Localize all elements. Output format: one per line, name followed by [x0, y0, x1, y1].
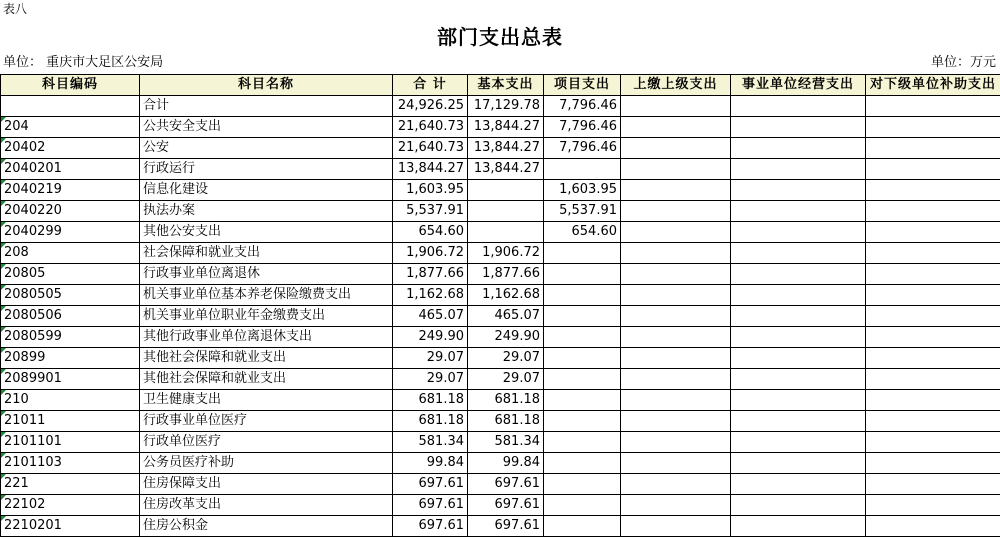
table-row	[1, 159, 1000, 180]
cell-project[interactable]	[544, 348, 621, 369]
cell-name[interactable]: 住房改革支出	[140, 495, 393, 516]
cell-total[interactable]: 29.07	[393, 348, 468, 369]
table-row	[1, 390, 1000, 411]
cell-basic[interactable]: 465.07	[468, 306, 544, 327]
cell-business[interactable]	[731, 243, 866, 264]
cell-name[interactable]: 合计	[140, 96, 393, 117]
cell-project[interactable]	[544, 495, 621, 516]
cell-business[interactable]	[731, 201, 866, 222]
table-row	[1, 474, 1000, 495]
cell-basic[interactable]: 697.61	[468, 516, 544, 537]
cell-business[interactable]	[731, 138, 866, 159]
cell-subsidy[interactable]	[866, 516, 1000, 537]
cell-project[interactable]	[544, 369, 621, 390]
cell-project[interactable]: 7,796.46	[544, 96, 621, 117]
cell-business[interactable]	[731, 390, 866, 411]
cell-code[interactable]: 2040219	[1, 180, 140, 201]
cell-name[interactable]: 其他公安支出	[140, 222, 393, 243]
cell-name[interactable]: 行政单位医疗	[140, 432, 393, 453]
cell-basic[interactable]: 681.18	[468, 411, 544, 432]
cell-code[interactable]: 2040220	[1, 201, 140, 222]
cell-business[interactable]	[731, 369, 866, 390]
table-row	[1, 201, 1000, 222]
cell-upper[interactable]	[621, 474, 731, 495]
cell-total[interactable]: 21,640.73	[393, 117, 468, 138]
cell-business[interactable]	[731, 306, 866, 327]
cell-code[interactable]: 2040201	[1, 159, 140, 180]
cell-business[interactable]	[731, 327, 866, 348]
unit-line	[0, 54, 1000, 72]
cell-project[interactable]	[544, 243, 621, 264]
cell-upper[interactable]	[621, 327, 731, 348]
cell-project[interactable]	[544, 432, 621, 453]
cell-name[interactable]: 其他社会保障和就业支出	[140, 369, 393, 390]
cell-project[interactable]	[544, 411, 621, 432]
col-header-name[interactable]: 科目名称	[140, 75, 393, 96]
cell-basic[interactable]: 13,844.27	[468, 117, 544, 138]
cell-total[interactable]: 5,537.91	[393, 201, 468, 222]
cell-basic[interactable]: 697.61	[468, 495, 544, 516]
cell-business[interactable]	[731, 285, 866, 306]
cell-total[interactable]: 697.61	[393, 516, 468, 537]
cell-name[interactable]: 信息化建设	[140, 180, 393, 201]
cell-basic[interactable]: 249.90	[468, 327, 544, 348]
cell-total[interactable]: 1,162.68	[393, 285, 468, 306]
cell-subsidy[interactable]	[866, 348, 1000, 369]
cell-name[interactable]: 社会保障和就业支出	[140, 243, 393, 264]
cell-subsidy[interactable]	[866, 180, 1000, 201]
cell-project[interactable]: 7,796.46	[544, 117, 621, 138]
cell-code[interactable]: 2210201	[1, 516, 140, 537]
cell-basic[interactable]: 17,129.78	[468, 96, 544, 117]
cell-name[interactable]: 执法办案	[140, 201, 393, 222]
cell-upper[interactable]	[621, 222, 731, 243]
cell-business[interactable]	[731, 411, 866, 432]
cell-total[interactable]: 29.07	[393, 369, 468, 390]
cell-total[interactable]: 697.61	[393, 474, 468, 495]
cell-subsidy[interactable]	[866, 222, 1000, 243]
cell-project[interactable]	[544, 327, 621, 348]
cell-subsidy[interactable]	[866, 474, 1000, 495]
cell-name[interactable]: 住房公积金	[140, 516, 393, 537]
table-row	[1, 243, 1000, 264]
table-row	[1, 96, 1000, 117]
cell-business[interactable]	[731, 180, 866, 201]
cell-basic[interactable]	[468, 222, 544, 243]
cell-total[interactable]: 581.34	[393, 432, 468, 453]
expenditure-table	[0, 74, 1000, 537]
col-header-total[interactable]: 合 计	[393, 75, 468, 96]
cell-code[interactable]: 20805	[1, 264, 140, 285]
cell-upper[interactable]	[621, 117, 731, 138]
cell-code[interactable]: 204	[1, 117, 140, 138]
cell-project[interactable]	[544, 264, 621, 285]
cell-basic[interactable]: 697.61	[468, 474, 544, 495]
cell-upper[interactable]	[621, 264, 731, 285]
cell-name[interactable]: 住房保障支出	[140, 474, 393, 495]
table-label: 表八	[3, 1, 27, 17]
table-row	[1, 138, 1000, 159]
table-row	[1, 369, 1000, 390]
cell-project[interactable]	[544, 516, 621, 537]
cell-code[interactable]: 2040299	[1, 222, 140, 243]
cell-total[interactable]: 465.07	[393, 306, 468, 327]
cell-total[interactable]: 1,877.66	[393, 264, 468, 285]
cell-name[interactable]: 机关事业单位基本养老保险缴费支出	[140, 285, 393, 306]
cell-basic[interactable]: 99.84	[468, 453, 544, 474]
cell-code[interactable]: 2080599	[1, 327, 140, 348]
cell-subsidy[interactable]	[866, 306, 1000, 327]
cell-upper[interactable]	[621, 159, 731, 180]
col-header-subsidy[interactable]: 对下级单位补助支出	[866, 75, 1000, 96]
cell-code[interactable]: 2101101	[1, 432, 140, 453]
cell-total[interactable]: 1,603.95	[393, 180, 468, 201]
table-row	[1, 264, 1000, 285]
cell-name[interactable]: 公安	[140, 138, 393, 159]
cell-basic[interactable]: 29.07	[468, 369, 544, 390]
cell-code[interactable]: 2089901	[1, 369, 140, 390]
table-row	[1, 222, 1000, 243]
col-header-code[interactable]: 科目编码	[1, 75, 140, 96]
cell-name[interactable]: 卫生健康支出	[140, 390, 393, 411]
table-row	[1, 516, 1000, 537]
cell-name[interactable]: 行政事业单位医疗	[140, 411, 393, 432]
cell-total[interactable]: 249.90	[393, 327, 468, 348]
cell-business[interactable]	[731, 348, 866, 369]
cell-code[interactable]: 221	[1, 474, 140, 495]
cell-subsidy[interactable]	[866, 390, 1000, 411]
cell-subsidy[interactable]	[866, 159, 1000, 180]
cell-upper[interactable]	[621, 432, 731, 453]
cell-upper[interactable]	[621, 411, 731, 432]
cell-upper[interactable]	[621, 138, 731, 159]
cell-business[interactable]	[731, 96, 866, 117]
cell-upper[interactable]	[621, 390, 731, 411]
cell-basic[interactable]	[468, 201, 544, 222]
cell-basic[interactable]: 1,877.66	[468, 264, 544, 285]
cell-code[interactable]: 20899	[1, 348, 140, 369]
cell-project[interactable]	[544, 390, 621, 411]
cell-upper[interactable]	[621, 285, 731, 306]
table-row	[1, 285, 1000, 306]
cell-total[interactable]: 1,906.72	[393, 243, 468, 264]
cell-subsidy[interactable]	[866, 138, 1000, 159]
cell-business[interactable]	[731, 159, 866, 180]
table-row	[1, 117, 1000, 138]
table-row	[1, 348, 1000, 369]
cell-project[interactable]: 7,796.46	[544, 138, 621, 159]
cell-basic[interactable]: 13,844.27	[468, 138, 544, 159]
cell-code[interactable]	[1, 96, 140, 117]
cell-basic[interactable]: 29.07	[468, 348, 544, 369]
table-row	[1, 411, 1000, 432]
cell-project[interactable]: 654.60	[544, 222, 621, 243]
cell-name[interactable]: 公共安全支出	[140, 117, 393, 138]
cell-upper[interactable]	[621, 96, 731, 117]
cell-project[interactable]	[544, 285, 621, 306]
table-row	[1, 180, 1000, 201]
col-header-upper[interactable]: 上缴上级支出	[621, 75, 731, 96]
cell-subsidy[interactable]	[866, 201, 1000, 222]
cell-subsidy[interactable]	[866, 117, 1000, 138]
cell-subsidy[interactable]	[866, 453, 1000, 474]
cell-business[interactable]	[731, 222, 866, 243]
cell-subsidy[interactable]	[866, 495, 1000, 516]
cell-upper[interactable]	[621, 453, 731, 474]
unit-currency: 单位：万元	[931, 54, 996, 72]
cell-total[interactable]: 99.84	[393, 453, 468, 474]
cell-subsidy[interactable]	[866, 264, 1000, 285]
cell-subsidy[interactable]	[866, 327, 1000, 348]
cell-business[interactable]	[731, 264, 866, 285]
table-row	[1, 327, 1000, 348]
cell-code[interactable]: 2080505	[1, 285, 140, 306]
cell-upper[interactable]	[621, 495, 731, 516]
cell-upper[interactable]	[621, 369, 731, 390]
cell-upper[interactable]	[621, 201, 731, 222]
cell-upper[interactable]	[621, 306, 731, 327]
page-title: 部门支出总表	[0, 22, 1000, 52]
cell-project[interactable]	[544, 453, 621, 474]
cell-basic[interactable]: 581.34	[468, 432, 544, 453]
cell-code[interactable]: 20402	[1, 138, 140, 159]
table-row	[1, 306, 1000, 327]
cell-total[interactable]: 681.18	[393, 390, 468, 411]
cell-subsidy[interactable]	[866, 369, 1000, 390]
cell-name[interactable]: 行政事业单位离退休	[140, 264, 393, 285]
cell-total[interactable]: 13,844.27	[393, 159, 468, 180]
cell-subsidy[interactable]	[866, 411, 1000, 432]
cell-name[interactable]: 公务员医疗补助	[140, 453, 393, 474]
cell-project[interactable]: 1,603.95	[544, 180, 621, 201]
cell-basic[interactable]	[468, 180, 544, 201]
cell-total[interactable]: 681.18	[393, 411, 468, 432]
table-body	[1, 96, 1000, 537]
cell-name[interactable]: 其他社会保障和就业支出	[140, 348, 393, 369]
cell-business[interactable]	[731, 117, 866, 138]
cell-upper[interactable]	[621, 243, 731, 264]
cell-basic[interactable]: 1,162.68	[468, 285, 544, 306]
cell-project[interactable]: 5,537.91	[544, 201, 621, 222]
cell-name[interactable]: 机关事业单位职业年金缴费支出	[140, 306, 393, 327]
col-header-business[interactable]: 事业单位经营支出	[731, 75, 866, 96]
cell-subsidy[interactable]	[866, 285, 1000, 306]
cell-project[interactable]	[544, 474, 621, 495]
cell-code[interactable]: 210	[1, 390, 140, 411]
cell-total[interactable]: 654.60	[393, 222, 468, 243]
cell-upper[interactable]	[621, 180, 731, 201]
cell-code[interactable]: 208	[1, 243, 140, 264]
cell-business[interactable]	[731, 495, 866, 516]
col-header-project[interactable]: 项目支出	[544, 75, 621, 96]
cell-code[interactable]: 22102	[1, 495, 140, 516]
cell-total[interactable]: 697.61	[393, 495, 468, 516]
cell-business[interactable]	[731, 453, 866, 474]
cell-upper[interactable]	[621, 348, 731, 369]
header-row	[1, 75, 1000, 96]
cell-total[interactable]: 24,926.25	[393, 96, 468, 117]
cell-code[interactable]: 21011	[1, 411, 140, 432]
table-row	[1, 495, 1000, 516]
cell-project[interactable]	[544, 159, 621, 180]
cell-business[interactable]	[731, 432, 866, 453]
table-row	[1, 432, 1000, 453]
cell-basic[interactable]: 13,844.27	[468, 159, 544, 180]
cell-name[interactable]: 行政运行	[140, 159, 393, 180]
cell-basic[interactable]: 681.18	[468, 390, 544, 411]
cell-basic[interactable]: 1,906.72	[468, 243, 544, 264]
table-row	[1, 453, 1000, 474]
col-header-basic[interactable]: 基本支出	[468, 75, 544, 96]
cell-code[interactable]: 2080506	[1, 306, 140, 327]
cell-subsidy[interactable]	[866, 432, 1000, 453]
cell-total[interactable]: 21,640.73	[393, 138, 468, 159]
cell-business[interactable]	[731, 516, 866, 537]
cell-name[interactable]: 其他行政事业单位离退休支出	[140, 327, 393, 348]
cell-upper[interactable]	[621, 516, 731, 537]
cell-subsidy[interactable]	[866, 96, 1000, 117]
cell-business[interactable]	[731, 474, 866, 495]
cell-code[interactable]: 2101103	[1, 453, 140, 474]
cell-project[interactable]	[544, 306, 621, 327]
unit-department: 单位： 重庆市大足区公安局	[3, 54, 163, 72]
cell-subsidy[interactable]	[866, 243, 1000, 264]
